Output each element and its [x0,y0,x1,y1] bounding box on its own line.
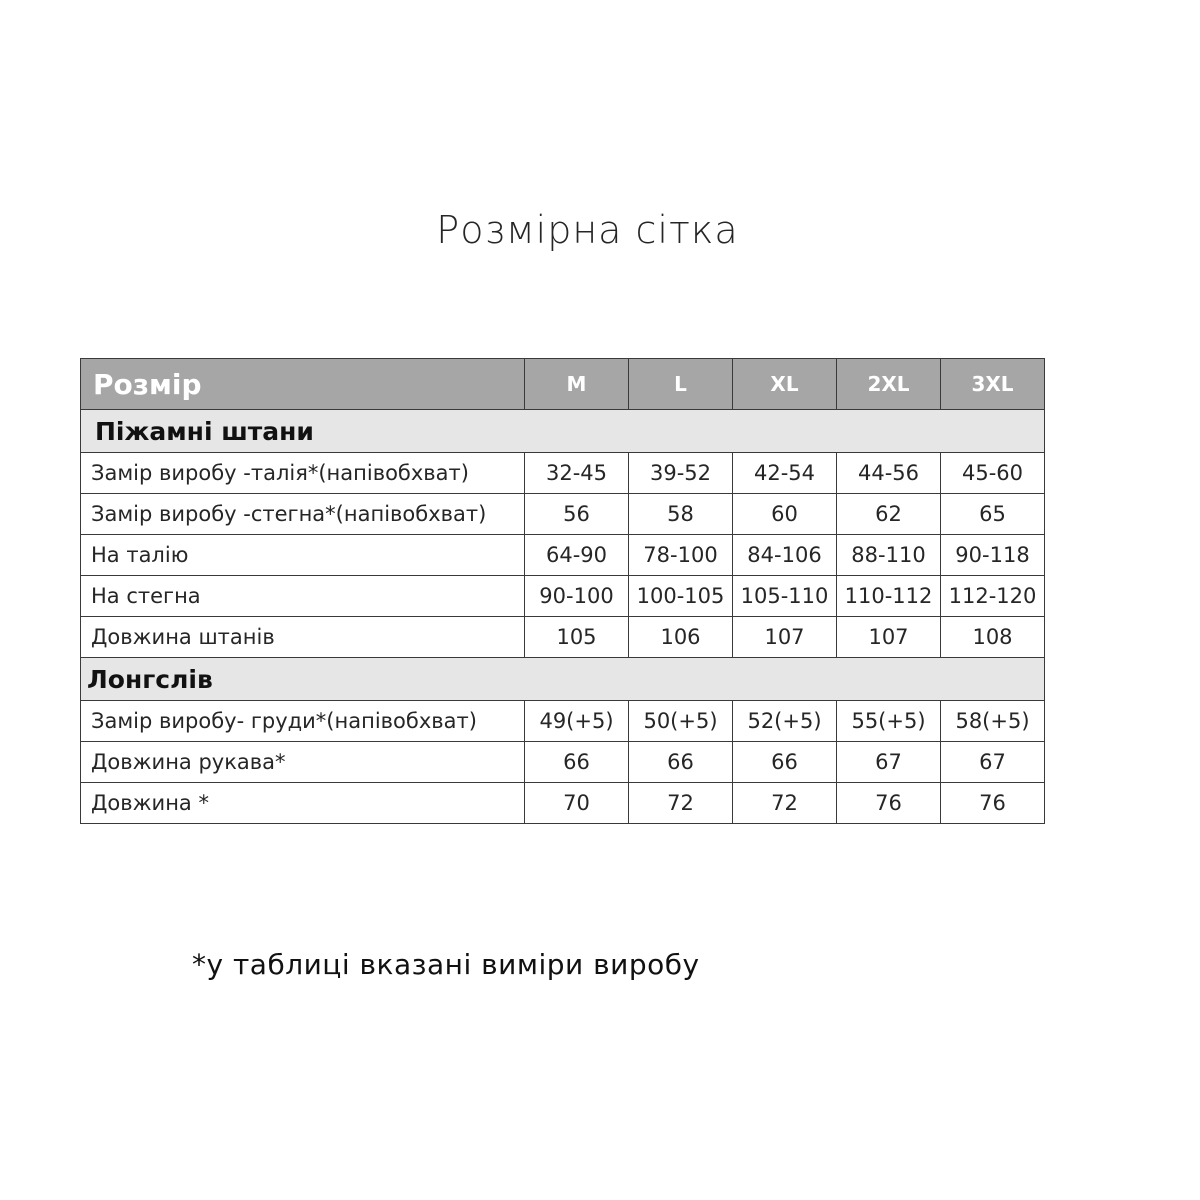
table-cell: 107 [733,617,837,658]
table-cell: 108 [941,617,1045,658]
table-cell: 67 [941,742,1045,783]
table-cell: 107 [837,617,941,658]
table-cell: 76 [941,783,1045,824]
section-header-longsleeve [81,658,1045,701]
header-size-2xl: 2XL [837,359,941,410]
table-cell: 72 [629,783,733,824]
table-cell: 65 [941,494,1045,535]
size-table [80,358,1045,824]
section-title: Піжамні штани [81,410,1045,453]
table-cell: 42-54 [733,453,837,494]
row-label: На стегна [81,576,525,617]
table-cell: 49(+5) [525,701,629,742]
table-cell: 44-56 [837,453,941,494]
table-cell: 78-100 [629,535,733,576]
table-row [81,617,1045,658]
table-cell: 112-120 [941,576,1045,617]
table-cell: 66 [733,742,837,783]
table-cell: 56 [525,494,629,535]
table-cell: 60 [733,494,837,535]
row-label: На талію [81,535,525,576]
table-cell: 67 [837,742,941,783]
table-row [81,576,1045,617]
table-cell: 64-90 [525,535,629,576]
table-cell: 52(+5) [733,701,837,742]
table-cell: 84-106 [733,535,837,576]
row-label: Замір виробу- груди*(напівобхват) [81,701,525,742]
table-cell: 32-45 [525,453,629,494]
table-row [81,701,1045,742]
table-cell: 45-60 [941,453,1045,494]
section-header-pants [81,410,1045,453]
table-cell: 90-100 [525,576,629,617]
table-cell: 105 [525,617,629,658]
table-cell: 39-52 [629,453,733,494]
table-cell: 106 [629,617,733,658]
row-label: Замір виробу -талія*(напівобхват) [81,453,525,494]
table-row [81,742,1045,783]
header-size-m: M [525,359,629,410]
table-cell: 58 [629,494,733,535]
footnote: *у таблиці вказані виміри виробу [192,948,700,981]
row-label: Довжина штанів [81,617,525,658]
table-cell: 76 [837,783,941,824]
table-cell: 88-110 [837,535,941,576]
table-cell: 110-112 [837,576,941,617]
table-cell: 66 [525,742,629,783]
table-cell: 50(+5) [629,701,733,742]
table-cell: 55(+5) [837,701,941,742]
header-size-xl: XL [733,359,837,410]
table-row [81,453,1045,494]
table-row [81,494,1045,535]
row-label: Замір виробу -стегна*(напівобхват) [81,494,525,535]
table-row [81,535,1045,576]
table-cell: 90-118 [941,535,1045,576]
header-size-l: L [629,359,733,410]
header-size-label: Розмір [81,359,525,410]
row-label: Довжина рукава* [81,742,525,783]
table-cell: 72 [733,783,837,824]
table-cell: 105-110 [733,576,837,617]
table-row [81,783,1045,824]
page-title: Розмірна сітка [436,208,739,252]
table-cell: 70 [525,783,629,824]
header-size-3xl: 3XL [941,359,1045,410]
table-cell: 100-105 [629,576,733,617]
table-cell: 58(+5) [941,701,1045,742]
section-title: Лонгслів [81,658,1045,701]
table-cell: 62 [837,494,941,535]
table-cell: 66 [629,742,733,783]
table-header-row [81,359,1045,410]
row-label: Довжина * [81,783,525,824]
